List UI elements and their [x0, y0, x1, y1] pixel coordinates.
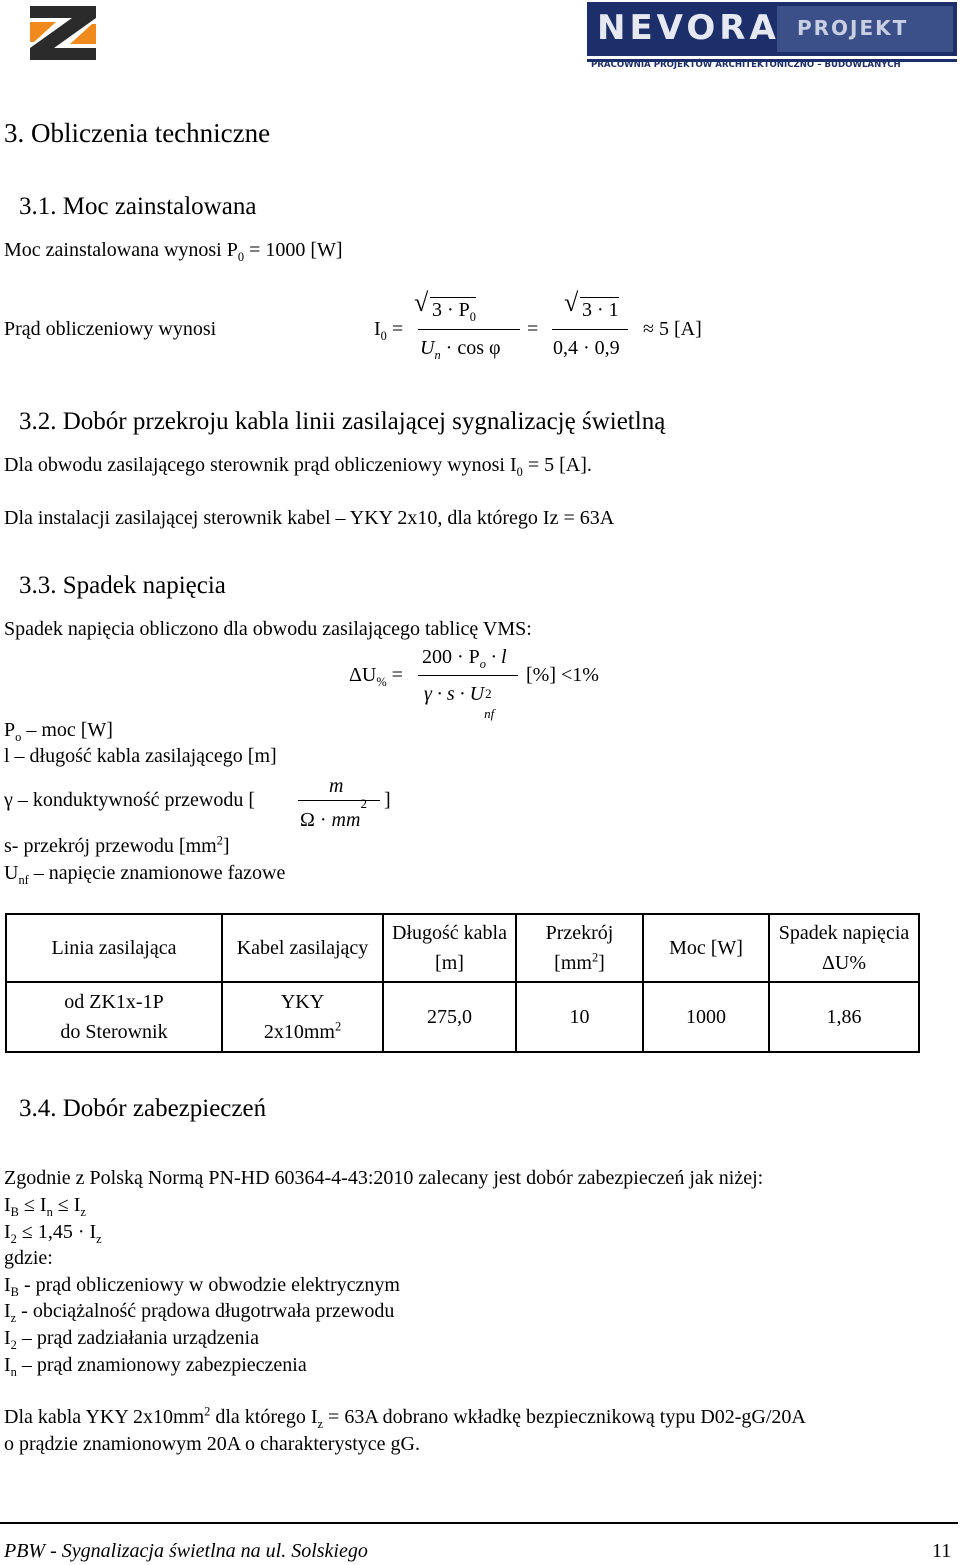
subsection-title-3-1: 3.1. Moc zainstalowana: [19, 193, 257, 220]
fraction-bar-3: [418, 675, 518, 676]
table-row: [6, 982, 919, 1052]
voltage-drop-table: [5, 913, 920, 1053]
table-cell: 275,0: [383, 982, 516, 1052]
footer-title: PBW - Sygnalizacja świetlna na ul. Solskiego: [4, 1540, 368, 1562]
standard-intro: Zgodnie z Polską Normą PN-HD 60364-4-43:2010 zalecany jest dobór zabezpieczeń jak niżej:: [4, 1167, 764, 1189]
sqrt-icon: √: [414, 288, 429, 317]
conductivity-close: ]: [384, 789, 391, 811]
table-header-row: [6, 914, 919, 982]
table-cell: od ZK1x-1P do Sterownik: [6, 982, 222, 1052]
z-logo-icon: [26, 2, 100, 64]
logo-subtitle: PRACOWNIA PROJEKTÓW ARCHITEKTONICZNO – BUDOWLANYCH: [591, 60, 901, 70]
table-header-cell: Kabel zasilający: [222, 914, 383, 982]
definition-conductivity: γ – konduktywność przewodu [: [4, 789, 256, 811]
logo-projekt-badge: PROJEKT: [797, 16, 909, 40]
condition-1: $I_B \le I_n \le I_z$: [4, 1194, 86, 1219]
page-number: 11: [932, 1540, 952, 1562]
definition-ib: $I_B$ - prąd obliczeniowy w obwodzie elektrycznym: [4, 1274, 400, 1299]
formula-drop-limit: [%] <1%: [526, 664, 599, 686]
table-cell: 1,86: [769, 982, 919, 1052]
definition-length: l – długość kabla zasilającego [m]: [4, 745, 277, 767]
formula-current-den1: $U_n \cdot \cos \varphi$: [420, 337, 501, 362]
table-cell: 10: [516, 982, 643, 1052]
conclusion-line-2: o prądzie znamionowym 20A o charakterystyce gG.: [4, 1433, 420, 1455]
fraction-bar-4: [298, 800, 380, 801]
cable-selection-line: Dla instalacji zasilającej sterownik kabel – YKY 2x10, dla którego Iz = 63A: [4, 507, 615, 529]
formula-current-num1: √ $3 \cdot P_0$: [414, 288, 476, 324]
table-cell: 1000: [643, 982, 769, 1052]
subsection-title-3-2: 3.2. Dobór przekroju kabla linii zasilającej sygnalizację świetlną: [19, 408, 666, 435]
formula-drop-num: $200 \cdot P_o \cdot l$: [422, 646, 507, 671]
logo-nevora-text: NEVORA: [597, 8, 780, 48]
condition-2: $I_2 \le 1,45 \cdot I_z$: [4, 1221, 102, 1246]
definition-nominal-voltage: $U_{nf}$ – napięcie znamionowe fazowe: [4, 862, 286, 887]
circuit-current-line: Dla obwodu zasilającego sterownik prąd obliczeniowy wynosi $I_0 = 5$ [A].: [4, 454, 592, 479]
fraction-bar-1: [418, 329, 520, 330]
formula-drop-den: γ · s · U 2 nf: [424, 683, 495, 721]
table-header-cell: Linia zasilająca: [6, 914, 222, 982]
footer-divider: [0, 1522, 958, 1524]
table-header-cell: Przekrój $[mm^2]$: [516, 914, 643, 982]
table-header-cell: Długość kabla [m]: [383, 914, 516, 982]
table-header-cell: Moc [W]: [643, 914, 769, 982]
definition-i2: $I_2$ – prąd zadziałania urządzenia: [4, 1327, 259, 1352]
design-current-label: Prąd obliczeniowy wynosi: [4, 318, 217, 340]
subsection-title-3-3: 3.3. Spadek napięcia: [19, 572, 226, 599]
sqrt-icon: √: [564, 288, 579, 317]
formula-drop-lhs: $\Delta U_{\%}$ =: [349, 664, 403, 689]
formula-current-lhs: $I_0$ =: [374, 318, 404, 343]
voltage-drop-intro: Spadek napięcia obliczono dla obwodu zasilającego tablicę VMS:: [4, 618, 532, 640]
where-label: gdzie:: [4, 1247, 53, 1269]
installed-power-line: Moc zainstalowana wynosi $P_0 = 1000$ [W]: [4, 239, 343, 264]
formula-current-eq2: =: [527, 318, 539, 340]
formula-current-num2: √ 3 · 1: [564, 288, 619, 321]
fraction-bar-2: [552, 329, 628, 330]
conclusion-line-1: Dla kabla YKY $2x10mm^2$ dla którego $I_z = 63A$ dobrano wkładkę bezpiecznikową typu D02-gG/20A: [4, 1404, 806, 1431]
table-cell: YKY $2x10mm^2$: [222, 982, 383, 1052]
section-title: 3. Obliczenia techniczne: [4, 118, 271, 148]
company-logo-left: [26, 2, 100, 64]
definition-iz: $I_z$ - obciążalność prądowa długotrwała przewodu: [4, 1300, 395, 1325]
definition-cross-section: s- przekrój przewodu $[mm^2]$: [4, 833, 230, 857]
table-header-cell: Spadek napięcia ΔU%: [769, 914, 919, 982]
company-logo-right: [587, 2, 957, 72]
definition-in: $I_n$ – prąd znamionowy zabezpieczenia: [4, 1354, 307, 1379]
definition-power: $P_o$ – moc [W]: [4, 719, 113, 744]
conductivity-unit-num: m: [329, 775, 344, 797]
formula-current-result: ≈ 5 [A]: [643, 318, 702, 340]
formula-current-den2: 0,4 · 0,9: [553, 337, 620, 359]
conductivity-unit-den: $\Omega \cdot mm^2$: [300, 796, 367, 831]
subsection-title-3-4: 3.4. Dobór zabezpieczeń: [19, 1095, 267, 1122]
